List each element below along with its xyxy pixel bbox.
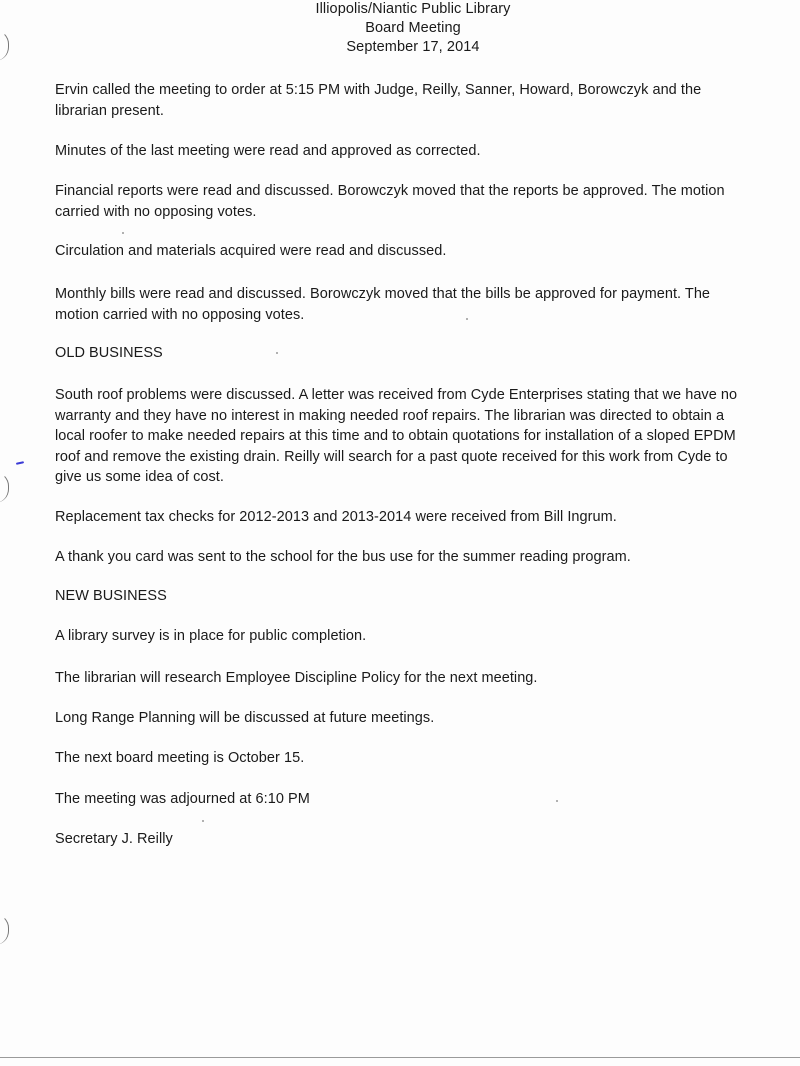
discipline-policy-paragraph: The librarian will research Employee Discipline Policy for the next meeting. [55,670,538,686]
monthly-bills-paragraph: Monthly bills were read and discussed. Borowczyk moved that the bills be approved for payment. The motion carried with no opposing votes. [55,286,711,323]
call-to-order-paragraph: Ervin called the meeting to order at 5:15 PM with Judge, Reilly, Sanner, Howard, Borowczyk and the librarian present. [55,82,702,119]
scan-speck [202,820,204,822]
punch-hole-shadow-bottom [0,914,9,945]
document-header [0,0,800,57]
scan-bottom-edge [0,1057,800,1058]
scan-speck [122,232,124,234]
pen-mark [16,461,24,465]
roof-problems-paragraph: South roof problems were discussed. A letter was received from Cyde Enterprises stating that we have no warranty and they have no interest in making needed roof repairs. The librarian was directed to obtain a local roofer to make needed repairs at this time and to obtain quotations for installation of a sloped EPDM roof and remove the existing drain. Reilly will search for a past quote received for this work from Cyde to give us some idea of cost. [55,387,738,485]
library-survey-paragraph: A library survey is in place for public completion. [55,628,367,644]
new-business-heading: NEW BUSINESS [55,588,167,604]
financial-reports-paragraph: Financial reports were read and discussed. Borowczyk moved that the reports be approved. The motion carried with no opposing votes. [55,183,725,220]
meeting-date: September 17, 2014 [346,39,480,55]
scan-speck [276,352,278,354]
replacement-tax-paragraph: Replacement tax checks for 2012-2013 and 2013-2014 were received from Bill Ingrum. [55,509,617,525]
thank-you-card-paragraph: A thank you card was sent to the school for the bus use for the summer reading program. [55,549,631,565]
punch-hole-shadow-middle [0,472,9,503]
scan-speck [556,800,558,802]
old-business-heading: OLD BUSINESS [55,345,163,361]
minutes-approval-paragraph: Minutes of the last meeting were read and approved as corrected. [55,143,481,159]
secretary-signature: Secretary J. Reilly [55,831,173,847]
library-name: Illiopolis/Niantic Public Library [315,1,511,17]
adjournment-paragraph: The meeting was adjourned at 6:10 PM [55,791,310,807]
long-range-planning-paragraph: Long Range Planning will be discussed at future meetings. [55,710,435,726]
circulation-paragraph: Circulation and materials acquired were read and discussed. [55,243,447,259]
next-meeting-paragraph: The next board meeting is October 15. [55,750,305,766]
scan-speck [466,318,468,320]
meeting-title: Board Meeting [365,20,461,36]
